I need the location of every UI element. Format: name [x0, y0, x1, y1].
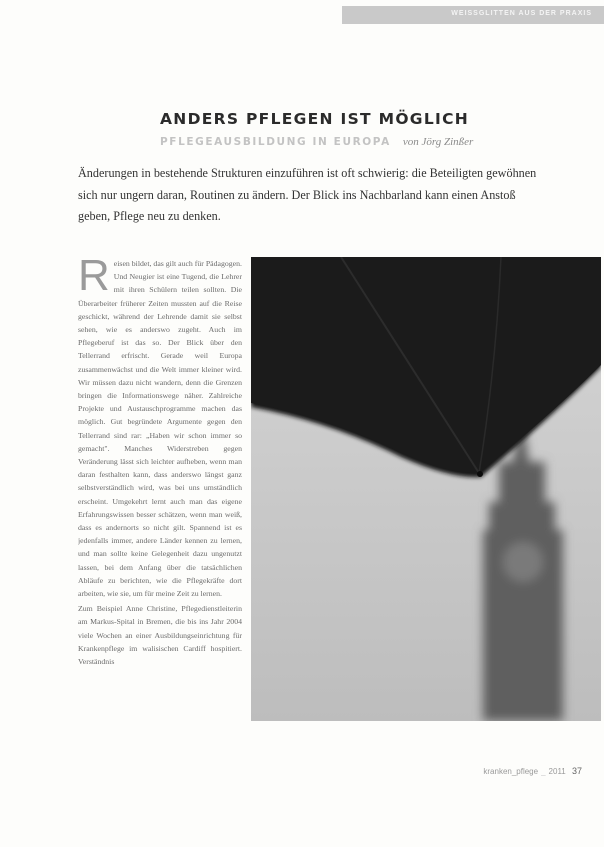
umbrella-big-ben-photo: [251, 257, 601, 721]
page-footer: kranken_pflege _ 2011 37: [483, 766, 582, 776]
article-subtitle: PFLEGEAUSBILDUNG IN EUROPA: [160, 136, 391, 148]
article-intro: Änderungen in bestehende Strukturen einzuführen ist oft schwierig: die Beteiligten gewöhnen sich nur ungern daran, Routinen zu ändern. Der Blick ins Nachbarland kann einen Anstoß geben, Pflege neu zu denken.: [78, 166, 537, 223]
article-title: ANDERS PFLEGEN IST MÖGLICH: [160, 110, 470, 128]
umbrella-tip: [477, 471, 483, 477]
journal-year: 2011: [548, 767, 566, 776]
journal-name: kranken_pflege: [483, 767, 539, 776]
body-column: [78, 257, 242, 723]
page-number: 37: [571, 766, 582, 776]
section-header-bar: [342, 6, 604, 24]
body-paragraph-1: eisen bildet, das gilt auch für Pädagogen. Und Neugier ist eine Tugend, die Lehrer mit ihren Schülern teilen sollten. Die Überarbeiter früherer Zeiten mussten auf die Reise geschickt, während der Lehrende damit sie selbst sehen, wie es anderswo zugeht. Auch im Pflegeberuf ist das so. Der Blick über den Tellerrand erfrischt. Gerade weil Europa zusammenwächst und die Welt immer kleiner wird. Wir müssen dazu nicht wandern, denn die Grenzen bringen die Informationswege näher. Zahlreiche Projekte und Austauschprogramme machen das möglich. Gut begründete Argumente gegen den Tellerrand sind rar: „Haben wir schon immer so gemacht". Manches Widerstreben gegen Veränderung lässt sich leichter aufheben, wenn man daran festhalten kann, dass anderswo längst ganz selbstverständlich wird, was bei uns umständlich erscheint. Umgekehrt lernt auch man das eigene Erfahrungswissen besser schätzen, wenn man weiß, dass es andernorts so nicht gilt. Spannend ist es jedenfalls immer, andere Länder kennen zu lernen, und man sollte keine Gelegenheit dazu ungenutzt lassen, bei dem Anfang über die tatsächlichen Abläufe zu berichten, wie die Pflegekräfte dort arbeiten, wie sie, um für meine Zeit zu lernen.: [78, 259, 242, 599]
article-author: von Jörg Zinßer: [402, 136, 474, 148]
subtitle-row: [160, 132, 473, 150]
article-photo: [251, 257, 601, 721]
section-label: WEISSGLITTEN AUS DER PRAXIS: [451, 10, 592, 17]
body-paragraph-2: Zum Beispiel Anne Christine, Pflegedienstleiterin am Markus-Spital in Bremen, die bis ins Jahr 2004 viele Wochen an einer Ausbildungseinrichtung für Krankenpflege im walisischen Cardiff hospitiert. Verständnis: [78, 604, 242, 667]
drop-cap: R: [78, 257, 110, 300]
